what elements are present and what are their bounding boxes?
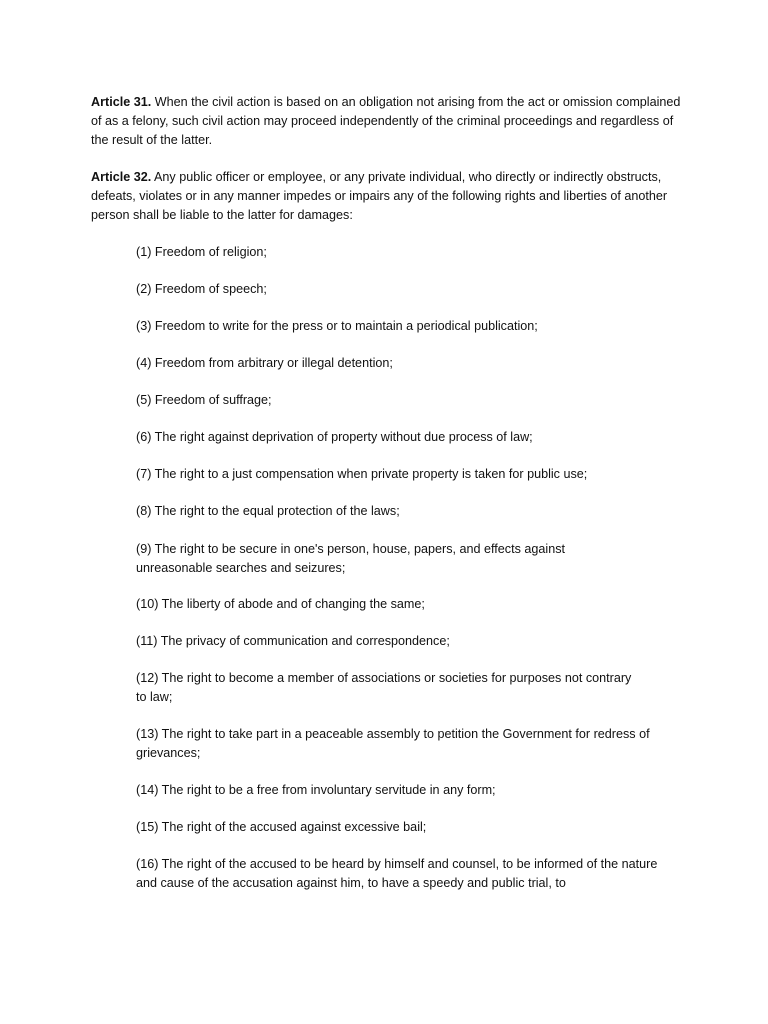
article-31-label: Article 31. <box>91 95 152 109</box>
right-item-15: (15) The right of the accused against excessive bail; <box>136 820 427 834</box>
article-31-text: When the civil action is based on an obligation not arising from the act or omission complained of as a felony, such civil action may proceed independently of the criminal proceedings and regardless of the result of the latter. <box>91 95 681 147</box>
right-item-11: (11) The privacy of communication and correspondence; <box>136 634 450 648</box>
right-item-7: (7) The right to a just compensation when private property is taken for public use; <box>136 467 588 481</box>
right-item-12: (12) The right to become a member of associations or societies for purposes not contrary to law; <box>136 671 632 704</box>
right-item-13: (13) The right to take part in a peaceable assembly to petition the Government for redress of grievances; <box>136 727 650 760</box>
right-item-9: (9) The right to be secure in one's person, house, papers, and effects against unreasonable searches and seizures; <box>136 542 565 575</box>
article-31 <box>91 93 691 150</box>
right-item-5: (5) Freedom of suffrage; <box>136 393 272 407</box>
right-item-6: (6) The right against deprivation of property without due process of law; <box>136 430 533 444</box>
article-32 <box>91 168 691 225</box>
right-item-4: (4) Freedom from arbitrary or illegal detention; <box>136 356 393 370</box>
article-32-text: Any public officer or employee, or any private individual, who directly or indirectly obstructs, defeats, violates or in any manner impedes or impairs any of the following rights and liberties of another person shall be liable to the latter for damages: <box>91 170 668 222</box>
right-item-1: (1) Freedom of religion; <box>136 245 267 259</box>
right-item-3: (3) Freedom to write for the press or to maintain a periodical publication; <box>136 319 538 333</box>
right-item-8: (8) The right to the equal protection of the laws; <box>136 504 400 518</box>
right-item-2: (2) Freedom of speech; <box>136 282 267 296</box>
article-32-label: Article 32. <box>91 170 152 184</box>
right-item-10: (10) The liberty of abode and of changing the same; <box>136 597 425 611</box>
right-item-16: (16) The right of the accused to be heard by himself and counsel, to be informed of the nature and cause of the accusation against him, to have a speedy and public trial, to <box>136 857 658 890</box>
right-item-14: (14) The right to be a free from involuntary servitude in any form; <box>136 783 496 797</box>
